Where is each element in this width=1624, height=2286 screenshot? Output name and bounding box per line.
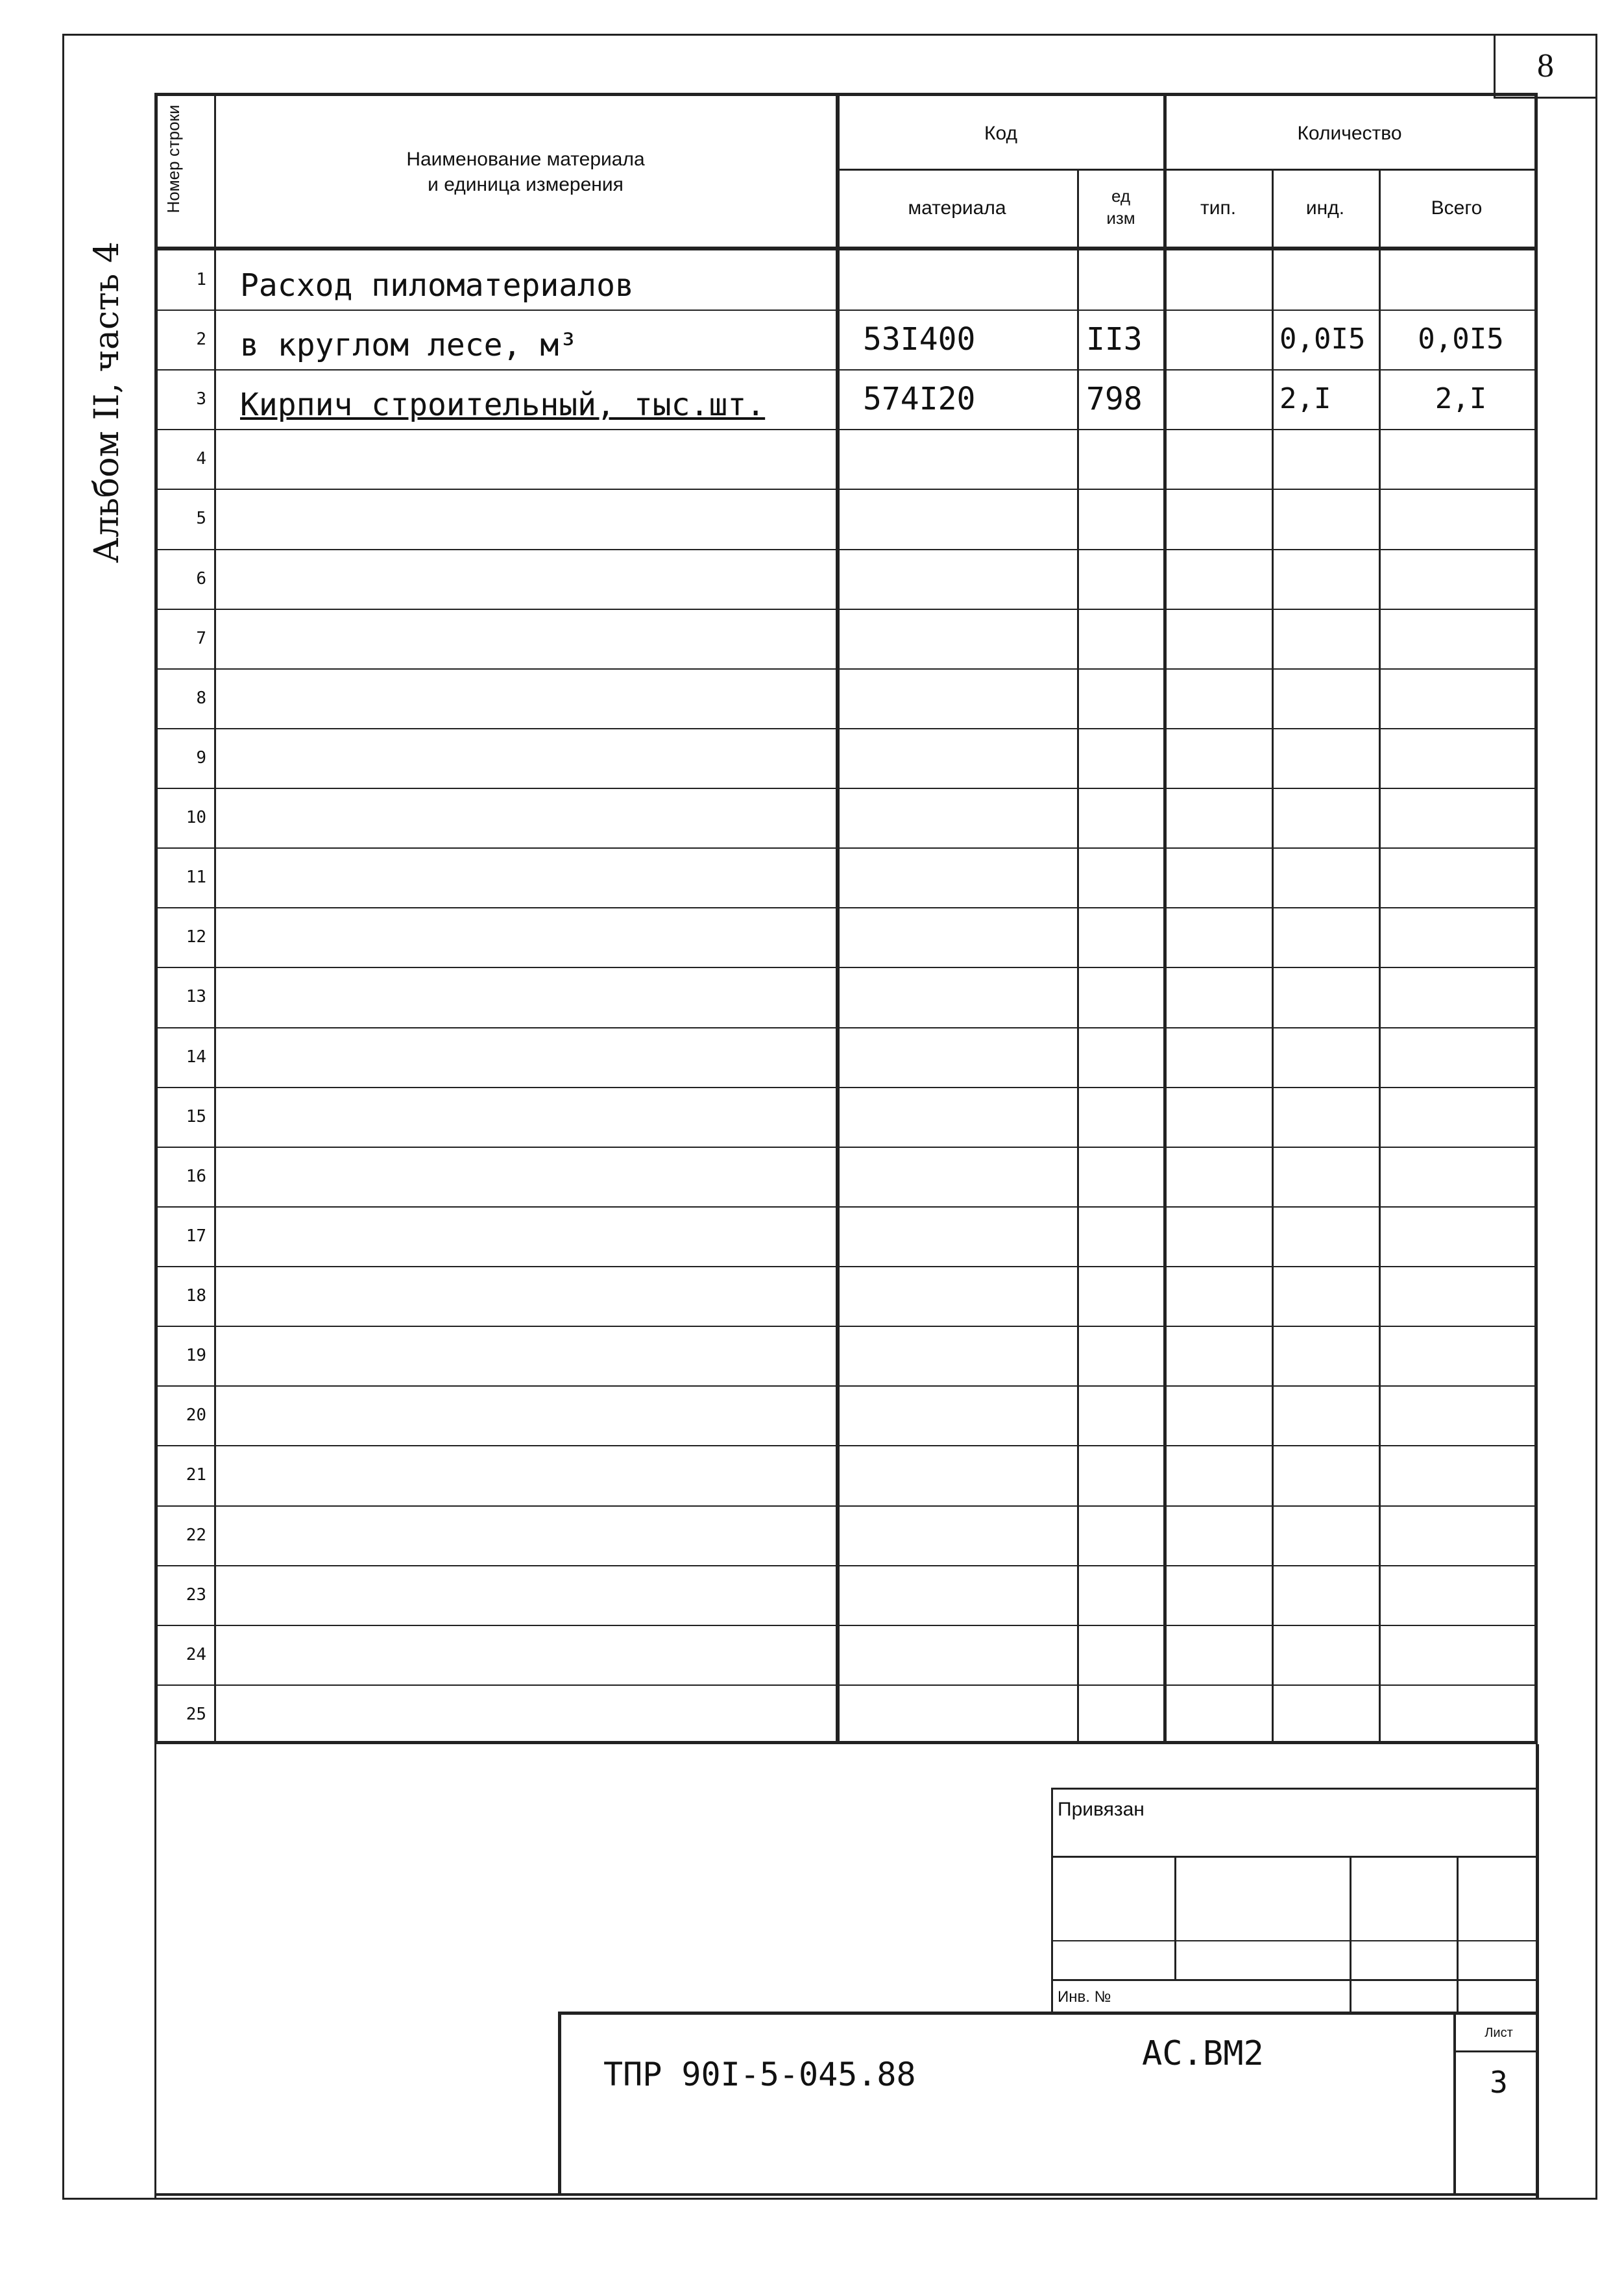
row-number: 10 [186, 808, 206, 828]
header-row-number [164, 84, 202, 234]
qty-total: 2,I [1435, 382, 1487, 416]
material-code: 574I20 [863, 381, 976, 418]
row-line [154, 1266, 1538, 1267]
row-number: 23 [186, 1585, 206, 1605]
row-number: 20 [186, 1405, 206, 1426]
document-mark: АС.ВМ2 [1142, 2034, 1264, 2073]
qty-total: 0,0I5 [1418, 322, 1504, 356]
header-qty-typical: тип. [1200, 197, 1237, 219]
row-line [154, 907, 1538, 908]
sheet-value: 3 [1490, 2065, 1508, 2100]
stamp-inventory-label: Инв. № [1058, 1988, 1111, 2006]
row-number: 25 [186, 1704, 206, 1724]
linked-col-2 [1350, 1856, 1351, 2012]
header-qty-total: Всего [1431, 197, 1483, 219]
title-box-left [558, 2012, 561, 2193]
row-line [154, 728, 1538, 729]
row-line [154, 847, 1538, 849]
stamp-left-edge [154, 1744, 156, 2198]
linked-col-3 [1457, 1856, 1459, 2012]
row-line [154, 788, 1538, 789]
qty-typical [1174, 369, 1272, 429]
header-row-number-text: Номер строки [164, 104, 183, 213]
col-line-qty-typ [1272, 169, 1274, 1744]
header-material-name [214, 97, 837, 247]
linked-box-left [1051, 1788, 1053, 2012]
qty-individual: 2,I [1279, 382, 1331, 416]
row-number: 18 [186, 1286, 206, 1306]
row-number: 12 [186, 927, 206, 947]
row-line [154, 967, 1538, 968]
row-number: 8 [196, 688, 206, 708]
unit-code: 798 [1086, 381, 1143, 418]
material-name: Расход пиломатериалов [240, 267, 634, 304]
material-code: 53I400 [863, 321, 976, 358]
col-line-name [836, 93, 840, 1744]
row-number: 24 [186, 1644, 206, 1664]
row-number: 19 [186, 1346, 206, 1366]
qty-individual [1279, 250, 1379, 310]
row-line [154, 1445, 1538, 1446]
stamp-right-edge [1536, 1744, 1539, 2198]
row-line [154, 1326, 1538, 1327]
row-number: 13 [186, 987, 206, 1007]
col-line-code-material [1077, 169, 1079, 1744]
row-line [154, 1385, 1538, 1387]
row-line [154, 489, 1538, 490]
material-code [863, 250, 1077, 310]
linked-row-line-1 [1051, 1856, 1538, 1858]
material-name: в круглом лесе, м³ [240, 327, 578, 364]
row-line [154, 429, 1538, 430]
row-number: 5 [196, 509, 206, 529]
sheet-box-left [1453, 2012, 1456, 2193]
row-number: 4 [196, 449, 206, 469]
header-code-material: материала [908, 197, 1006, 219]
qty-total [1387, 250, 1535, 310]
row-line [154, 1684, 1538, 1686]
row-line [154, 1027, 1538, 1028]
row-number: 6 [196, 568, 206, 589]
sheet-number: 8 [1537, 47, 1554, 84]
row-number: 1 [196, 270, 206, 289]
row-number: 16 [186, 1166, 206, 1186]
qty-individual: 0,0I5 [1279, 322, 1366, 356]
col-line-row-number [214, 93, 216, 1744]
linked-row-line-2 [1051, 1940, 1538, 1941]
qty-typical [1174, 310, 1272, 369]
qty-typical [1174, 250, 1272, 310]
row-number: 17 [186, 1226, 206, 1246]
row-number: 11 [186, 868, 206, 888]
row-line [154, 549, 1538, 550]
row-line [154, 668, 1538, 670]
header-qty-individual: инд. [1305, 197, 1345, 219]
title-box-top [558, 2012, 1538, 2015]
col-line-qty-ind [1379, 169, 1381, 1744]
unit-code [1086, 250, 1165, 310]
row-number: 15 [186, 1106, 206, 1126]
row-line [154, 1147, 1538, 1148]
row-number: 14 [186, 1047, 206, 1067]
material-name: Кирпич строительный, тыс.шт. [240, 387, 766, 424]
header-code-unit: ед изм [1106, 186, 1135, 228]
header-quantity-group: Количество [1297, 122, 1402, 144]
row-line [154, 609, 1538, 610]
unit-code: II3 [1086, 321, 1143, 358]
row-number: 7 [196, 628, 206, 648]
row-line [154, 1087, 1538, 1088]
header-material-name-text: Наименование материала и единица измерения [406, 149, 645, 195]
stamp-linked-label: Привязан [1058, 1799, 1145, 1820]
linked-box-top [1051, 1788, 1538, 1790]
stamp-bottom-edge [154, 2193, 1538, 2196]
sheet-label: Лист [1485, 2026, 1513, 2040]
linked-row-line-3 [1051, 1979, 1538, 1981]
row-number: 2 [196, 330, 206, 350]
row-number: 9 [196, 748, 206, 768]
row-line [154, 1505, 1538, 1507]
linked-col-1 [1174, 1856, 1176, 1979]
row-number: 21 [186, 1465, 206, 1485]
document-code: ТПР 90I-5-045.88 [603, 2056, 916, 2093]
row-line [154, 1565, 1538, 1566]
row-line [154, 1206, 1538, 1208]
row-number: 3 [196, 389, 206, 409]
album-side-label: Альбом II, часть 4 [88, 241, 127, 563]
header-code-group: Код [984, 122, 1017, 144]
row-line [154, 1625, 1538, 1626]
row-number: 22 [186, 1525, 206, 1545]
sheet-box-mid [1453, 2050, 1538, 2052]
